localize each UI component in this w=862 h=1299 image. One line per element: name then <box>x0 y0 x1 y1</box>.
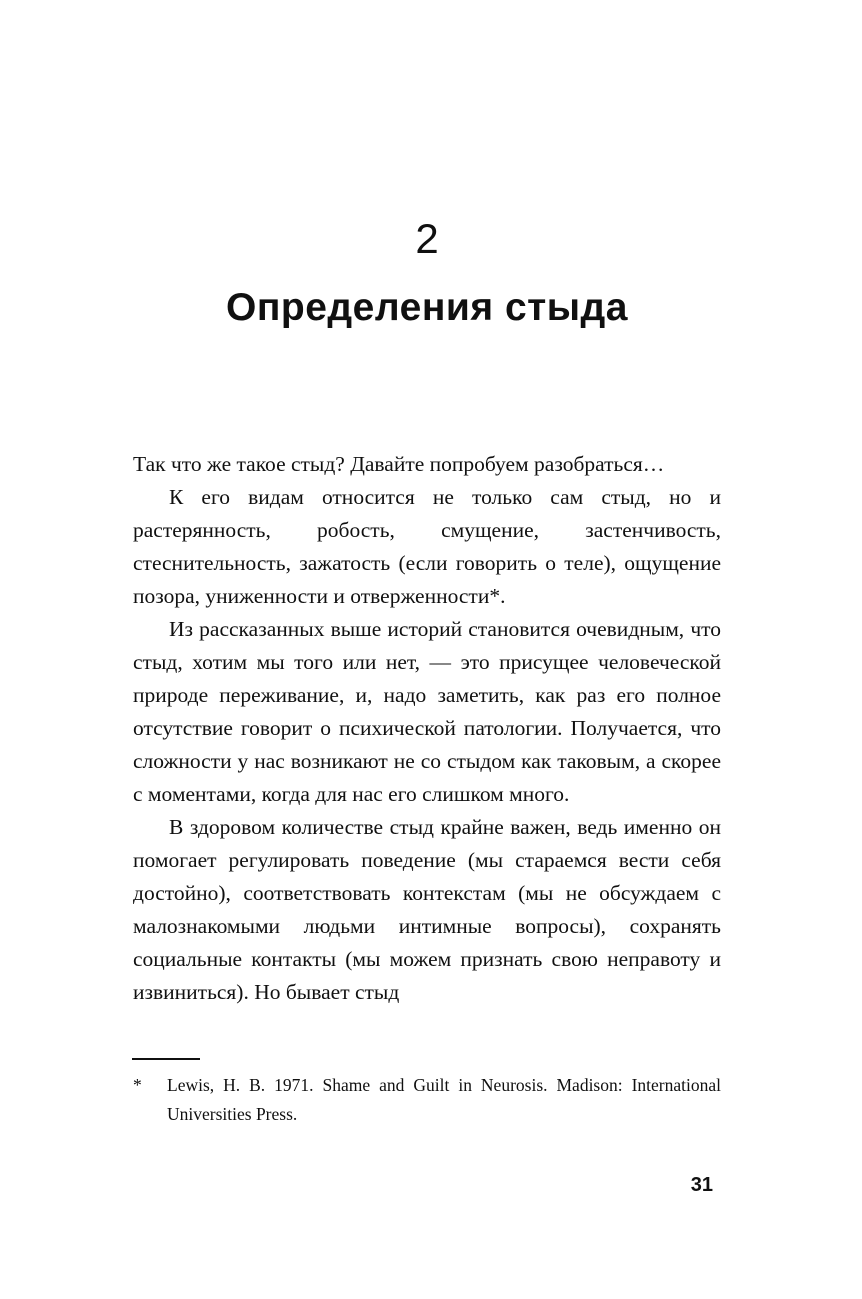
page-number: 31 <box>690 1174 713 1196</box>
chapter-title: Определения стыда <box>226 286 628 329</box>
footnote-divider <box>132 1058 200 1060</box>
footnote-text: Lewis, H. B. 1971. Shame and Guilt in Neurosis. Madison: International Universities Press. <box>167 1075 721 1124</box>
body-paragraph-4: В здоровом количестве стыд крайне важен, ведь именно он помогает регулировать поведение (мы стараемся вести себя достойно), соответствовать контекстам (мы не обсуждаем с малознакомыми людьми интимные вопросы), сохранять социальные контакты (мы можем признать свою неправоту и извиниться). Но бывает стыд <box>133 815 721 1004</box>
footnote-marker: * <box>133 1075 142 1095</box>
chapter-number: 2 <box>415 215 439 262</box>
body-paragraph-2: К его видам относится не только сам стыд, но и растерянность, робость, смущение, застенчивость, стеснительность, зажатость (если говорить о теле), ощущение позора, униженности и отверженности*. <box>133 485 721 608</box>
body-paragraph-1: Так что же такое стыд? Давайте попробуем разобраться… <box>133 452 665 476</box>
body-paragraph-3: Из рассказанных выше историй становится очевидным, что стыд, хотим мы того или нет, — это присущее человеческой природе переживание, и, надо заметить, как раз его полное отсутствие говорит о психической патологии. Получается, что сложности у нас возникают не со стыдом как таковым, а скорее с моментами, когда для нас его слишком много. <box>133 617 721 806</box>
footnote <box>133 1071 721 1129</box>
body-text <box>133 448 721 1009</box>
